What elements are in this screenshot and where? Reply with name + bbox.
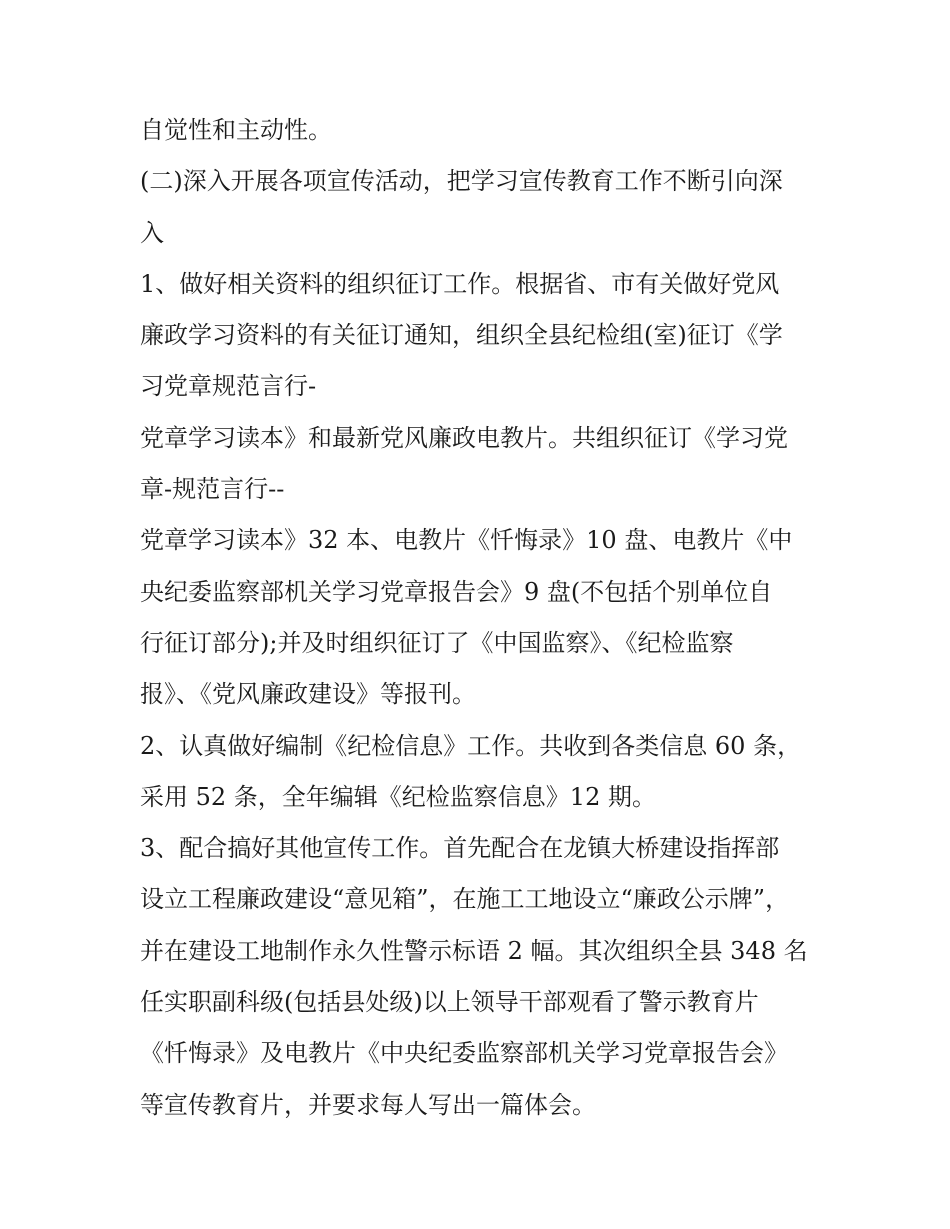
- text-line: 报》、《党风廉政建设》等报刊。: [140, 680, 476, 709]
- text-line: 1、做好相关资料的组织征订工作。根据省、市有关做好党风: [140, 269, 780, 298]
- section-heading-continued: 入: [140, 218, 164, 247]
- text-line: 行征订部分);并及时组织征订了《中国监察》、《纪检监察: [140, 628, 734, 657]
- text-line: 习党章规范言行-: [140, 372, 317, 401]
- text-line: 党章学习读本》和最新党风廉政电教片。共组织征订《学习党: [140, 423, 788, 452]
- text-line: 自觉性和主动性。: [140, 116, 332, 144]
- text-line: 等宣传教育片，并要求每人写出一篇体会。: [140, 1090, 596, 1119]
- text-line: 2、认真做好编制《纪检信息》工作。共收到各类信息 60 条，: [140, 731, 802, 760]
- text-line: 设立工程廉政建设“意见箱”，在施工工地设立“廉政公示牌”，: [140, 885, 790, 914]
- text-line: 章-规范言行--: [140, 475, 285, 504]
- text-line: 党章学习读本》32 本、电教片《忏悔录》10 盘、电教片《中: [140, 526, 793, 555]
- document-body: [140, 105, 820, 1131]
- text-line: 《忏悔录》及电教片《中央纪委监察部机关学习党章报告会》: [140, 1039, 788, 1068]
- section-heading: (二)深入开展各项宣传活动，把学习宣传教育工作不断引向深: [140, 167, 783, 196]
- text-line: 并在建设工地制作永久性警示标语 2 幅。其次组织全县 348 名: [140, 936, 808, 965]
- text-line: 采用 52 条，全年编辑《纪检监察信息》12 期。: [140, 782, 656, 811]
- text-line: 廉政学习资料的有关征订通知，组织全县纪检组(室)征订《学: [140, 321, 783, 350]
- text-line: 央纪委监察部机关学习党章报告会》9 盘(不包括个别单位自: [140, 577, 773, 606]
- text-line: 任实职副科级(包括县处级)以上领导干部观看了警示教育片: [140, 988, 759, 1017]
- text-line: 3、配合搞好其他宣传工作。首先配合在龙镇大桥建设指挥部: [140, 834, 780, 863]
